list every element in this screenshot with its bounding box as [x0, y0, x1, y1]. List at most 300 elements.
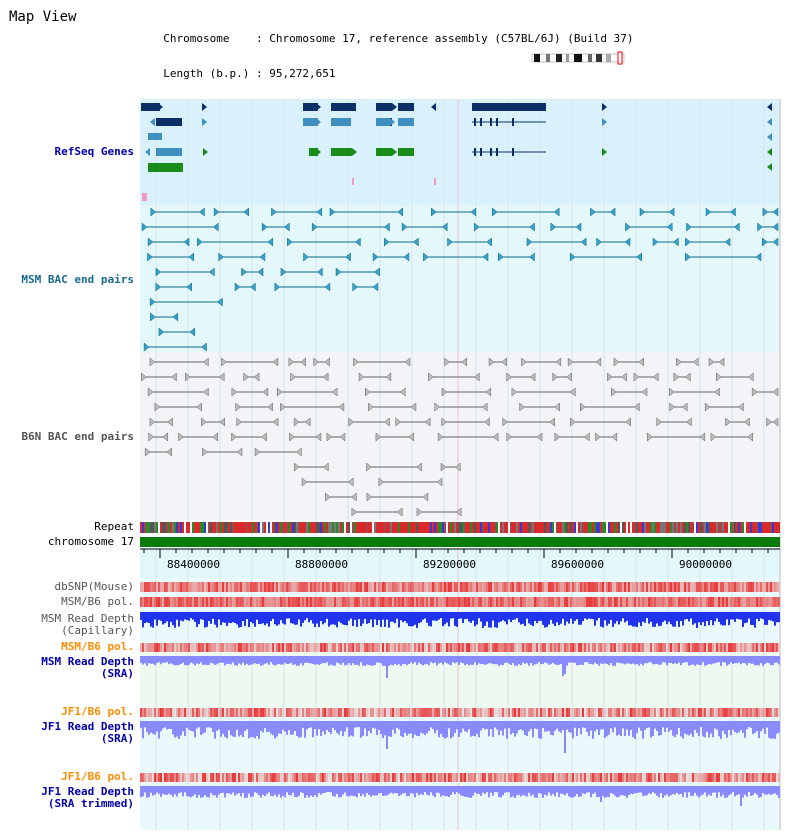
polymorphism-cell: [142, 643, 144, 652]
read-depth-bar: [198, 786, 200, 795]
track-label-msm-bac[interactable]: MSM BAC end pairs: [21, 273, 134, 286]
read-depth-bar: [756, 786, 758, 795]
polymorphism-cell: [386, 597, 388, 607]
polymorphism-cell: [374, 773, 376, 782]
polymorphism-cell: [730, 708, 732, 717]
polymorphism-cell: [410, 643, 412, 652]
polymorphism-cell: [576, 597, 578, 607]
read-depth-bar: [644, 721, 646, 730]
polymorphism-cell: [764, 773, 766, 782]
read-depth-bar: [232, 656, 234, 662]
read-depth-bar: [344, 786, 346, 793]
read-depth-bar: [390, 786, 392, 793]
repeat-element: [606, 522, 608, 533]
read-depth-bar: [722, 721, 724, 731]
read-depth-bar: [600, 612, 602, 627]
read-depth-bar: [240, 786, 242, 796]
polymorphism-cell: [748, 773, 750, 782]
read-depth-bar: [250, 721, 252, 737]
read-depth-bar: [268, 721, 270, 732]
polymorphism-cell: [432, 643, 434, 652]
polymorphism-cell: [382, 597, 384, 607]
polymorphism-cell: [290, 597, 292, 607]
repeat-element: [550, 522, 552, 533]
read-depth-bar: [198, 612, 200, 624]
polymorphism-cell: [692, 773, 694, 782]
read-depth-bar: [174, 786, 176, 794]
polymorphism-cell: [570, 597, 572, 607]
read-depth-bar: [456, 612, 458, 627]
polymorphism-cell: [534, 643, 536, 652]
read-depth-bar: [302, 721, 304, 728]
polymorphism-cell: [220, 582, 222, 592]
gene-exon: [480, 148, 482, 156]
track-label-repeat[interactable]: Repeat: [94, 520, 134, 533]
polymorphism-cell: [322, 582, 324, 592]
read-depth-bar: [684, 786, 686, 792]
polymorphism-cell: [218, 597, 220, 607]
polymorphism-cell: [284, 582, 286, 592]
polymorphism-cell: [644, 773, 646, 782]
polymorphism-cell: [578, 708, 580, 717]
read-depth-bar: [638, 721, 640, 728]
read-depth-bar: [766, 656, 768, 663]
polymorphism-cell: [598, 643, 600, 652]
read-depth-bar: [312, 786, 314, 797]
chromosome-bar[interactable]: [140, 537, 780, 547]
read-depth-bar: [544, 612, 546, 628]
polymorphism-cell: [690, 708, 692, 717]
polymorphism-cell: [674, 597, 676, 607]
read-depth-bar: [700, 612, 702, 625]
track-label-jf1-b6-pol-2[interactable]: JF1/B6 pol.: [61, 770, 134, 783]
polymorphism-cell: [490, 708, 492, 717]
read-depth-bar: [426, 721, 428, 733]
polymorphism-cell: [144, 773, 146, 782]
polymorphism-cell: [756, 708, 758, 717]
read-depth-bar: [166, 612, 168, 621]
repeat-element: [460, 522, 462, 533]
polymorphism-cell: [634, 643, 636, 652]
read-depth-bar: [246, 612, 248, 619]
polymorphism-cell: [234, 708, 236, 717]
polymorphism-cell: [262, 708, 264, 717]
read-depth-bar: [614, 786, 616, 796]
read-depth-bar: [458, 656, 460, 665]
read-depth-bar: [326, 656, 328, 662]
polymorphism-cell: [580, 708, 582, 717]
repeat-element: [570, 522, 572, 533]
repeat-element: [608, 522, 610, 533]
polymorphism-cell: [580, 582, 582, 592]
polymorphism-cell: [574, 597, 576, 607]
polymorphism-cell: [512, 708, 514, 717]
repeat-element: [712, 522, 714, 533]
polymorphism-cell: [312, 597, 314, 607]
read-depth-bar: [242, 656, 244, 663]
polymorphism-cell: [368, 582, 370, 592]
track-label-refseq[interactable]: RefSeq Genes: [54, 145, 134, 158]
read-depth-bar: [384, 786, 386, 796]
read-depth-bar: [654, 786, 656, 794]
repeat-element: [208, 522, 210, 533]
read-depth-bar: [742, 612, 744, 627]
read-depth-bar: [648, 786, 650, 793]
polymorphism-cell: [694, 597, 696, 607]
polymorphism-cell: [754, 582, 756, 592]
repeat-element: [506, 522, 508, 533]
polymorphism-cell: [214, 643, 216, 652]
repeat-element: [624, 522, 626, 533]
polymorphism-cell: [684, 643, 686, 652]
read-depth-bar: [434, 656, 436, 663]
read-depth-bar: [642, 656, 644, 665]
polymorphism-cell: [510, 708, 512, 717]
polymorphism-cell: [648, 773, 650, 782]
read-depth-bar: [344, 612, 346, 625]
polymorphism-cell: [550, 773, 552, 782]
repeat-element: [714, 522, 716, 533]
repeat-element: [426, 522, 428, 533]
polymorphism-cell: [378, 773, 380, 782]
polymorphism-cell: [770, 597, 772, 607]
polymorphism-cell: [310, 708, 312, 717]
track-label-jf1-b6-pol[interactable]: JF1/B6 pol.: [61, 705, 134, 718]
read-depth-bar: [676, 786, 678, 793]
polymorphism-cell: [162, 773, 164, 782]
read-depth-bar: [276, 786, 278, 797]
read-depth-bar: [750, 786, 752, 796]
polymorphism-cell: [156, 773, 158, 782]
repeat-element: [440, 522, 442, 533]
read-depth-bar: [402, 656, 404, 664]
read-depth-bar: [730, 721, 732, 735]
read-depth-bar: [414, 786, 416, 797]
read-depth-bar: [176, 656, 178, 665]
polymorphism-cell: [754, 708, 756, 717]
read-depth-bar: [732, 721, 734, 730]
repeat-element: [228, 522, 230, 533]
polymorphism-cell: [250, 597, 252, 607]
polymorphism-cell: [228, 597, 230, 607]
polymorphism-cell: [512, 582, 514, 592]
read-depth-bar: [578, 721, 580, 728]
polymorphism-cell: [142, 773, 144, 782]
polymorphism-cell: [490, 643, 492, 652]
read-depth-bar: [176, 786, 178, 796]
polymorphism-cell: [734, 708, 736, 717]
read-depth-bar: [624, 612, 626, 623]
polymorphism-cell: [630, 643, 632, 652]
polymorphism-cell: [564, 773, 566, 782]
read-depth-bar: [548, 656, 550, 665]
polymorphism-cell: [700, 643, 702, 652]
read-depth-bar: [736, 721, 738, 733]
polymorphism-cell: [302, 773, 304, 782]
polymorphism-cell: [154, 582, 156, 592]
read-depth-bar: [494, 656, 496, 664]
polymorphism-cell: [468, 773, 470, 782]
gene-exon: [156, 118, 182, 126]
read-depth-bar: [640, 786, 642, 793]
polymorphism-cell: [330, 597, 332, 607]
polymorphism-cell: [658, 773, 660, 782]
polymorphism-cell: [276, 773, 278, 782]
read-depth-bar: [564, 721, 566, 753]
read-depth-bar: [366, 656, 368, 664]
polymorphism-cell: [506, 708, 508, 717]
polymorphism-cell: [602, 773, 604, 782]
polymorphism-cell: [396, 643, 398, 652]
read-depth-bar: [688, 721, 690, 735]
polymorphism-cell: [510, 643, 512, 652]
polymorphism-cell: [636, 643, 638, 652]
read-depth-bar: [514, 721, 516, 737]
read-depth-bar: [300, 721, 302, 737]
read-depth-bar: [536, 612, 538, 623]
repeat-element: [476, 522, 478, 533]
read-depth-bar: [556, 612, 558, 622]
polymorphism-cell: [524, 643, 526, 652]
gene-exon: [496, 148, 498, 156]
read-depth-bar: [538, 656, 540, 662]
polymorphism-cell: [726, 708, 728, 717]
repeat-element: [366, 522, 368, 533]
polymorphism-cell: [774, 597, 776, 607]
repeat-element: [342, 522, 344, 533]
read-depth-bar: [582, 786, 584, 793]
track-label-b6n-bac[interactable]: B6N BAC end pairs: [21, 430, 134, 443]
read-depth-bar: [700, 786, 702, 796]
polymorphism-cell: [308, 773, 310, 782]
polymorphism-cell: [178, 582, 180, 592]
read-depth-bar: [270, 656, 272, 662]
read-depth-bar: [490, 612, 492, 628]
read-depth-bar: [374, 786, 376, 796]
polymorphism-cell: [726, 597, 728, 607]
read-depth-bar: [248, 656, 250, 665]
polymorphism-cell: [298, 582, 300, 592]
polymorphism-cell: [532, 597, 534, 607]
polymorphism-cell: [146, 773, 148, 782]
polymorphism-cell: [624, 708, 626, 717]
polymorphism-cell: [608, 643, 610, 652]
polymorphism-cell: [454, 597, 456, 607]
read-depth-bar: [704, 656, 706, 666]
read-depth-bar: [274, 721, 276, 738]
read-depth-bar: [572, 786, 574, 798]
ideogram-band: [534, 54, 540, 62]
read-depth-bar: [610, 786, 612, 793]
polymorphism-cell: [230, 773, 232, 782]
read-depth-bar: [330, 786, 332, 792]
polymorphism-cell: [242, 773, 244, 782]
polymorphism-cell: [476, 643, 478, 652]
read-depth-bar: [246, 786, 248, 798]
polymorphism-cell: [420, 708, 422, 717]
read-depth-bar: [312, 656, 314, 664]
polymorphism-cell: [652, 597, 654, 607]
polymorphism-cell: [514, 597, 516, 607]
polymorphism-cell: [482, 582, 484, 592]
gene-exon: [148, 133, 162, 140]
polymorphism-cell: [172, 582, 174, 592]
read-depth-bar: [310, 721, 312, 727]
read-depth-bar: [610, 656, 612, 663]
read-depth-bar: [422, 786, 424, 795]
read-depth-bar: [580, 656, 582, 665]
repeat-track[interactable]: [140, 522, 780, 533]
read-depth-bar: [352, 612, 354, 626]
polymorphism-cell: [376, 597, 378, 607]
read-depth-bar: [236, 786, 238, 794]
read-depth-bar: [452, 612, 454, 618]
polymorphism-cell: [600, 773, 602, 782]
read-depth-bar: [690, 656, 692, 665]
read-depth-bar: [388, 786, 390, 794]
polymorphism-cell: [290, 643, 292, 652]
repeat-element: [406, 522, 408, 533]
read-depth-bar: [394, 721, 396, 734]
polymorphism-cell: [716, 643, 718, 652]
repeat-element: [262, 522, 264, 533]
read-depth-bar: [742, 786, 744, 798]
read-depth-bar: [576, 656, 578, 665]
read-depth-bar: [718, 786, 720, 792]
polymorphism-cell: [422, 643, 424, 652]
polymorphism-cell: [164, 773, 166, 782]
polymorphism-cell: [258, 582, 260, 592]
polymorphism-cell: [456, 643, 458, 652]
read-depth-bar: [188, 656, 190, 665]
read-depth-bar: [260, 612, 262, 624]
read-depth-bar: [188, 612, 190, 621]
read-depth-bar: [336, 656, 338, 663]
read-depth-bar: [194, 612, 196, 622]
polymorphism-cell: [504, 773, 506, 782]
read-depth-bar: [338, 612, 340, 622]
read-depth-bar: [492, 786, 494, 796]
track-label-msm-b6-pol[interactable]: MSM/B6 pol.: [61, 595, 134, 608]
read-depth-bar: [734, 612, 736, 622]
polymorphism-cell: [498, 773, 500, 782]
polymorphism-cell: [438, 773, 440, 782]
read-depth-bar: [300, 786, 302, 792]
read-depth-bar: [778, 656, 780, 664]
polymorphism-cell: [540, 582, 542, 592]
polymorphism-cell: [328, 708, 330, 717]
polymorphism-cell: [288, 773, 290, 782]
read-depth-bar: [506, 656, 508, 662]
read-depth-bar: [722, 786, 724, 795]
polymorphism-cell: [260, 597, 262, 607]
polymorphism-cell: [676, 582, 678, 592]
read-depth-bar: [692, 612, 694, 625]
repeat-element: [746, 522, 748, 533]
polymorphism-cell: [486, 773, 488, 782]
polymorphism-cell: [760, 643, 762, 652]
polymorphism-cell: [428, 773, 430, 782]
repeat-element: [170, 522, 172, 533]
read-depth-bar: [770, 786, 772, 795]
polymorphism-cell: [144, 708, 146, 717]
read-depth-bar: [690, 721, 692, 734]
polymorphism-cell: [644, 643, 646, 652]
read-depth-bar: [236, 721, 238, 730]
read-depth-bar: [736, 786, 738, 795]
read-depth-bar: [256, 612, 258, 620]
polymorphism-cell: [336, 708, 338, 717]
read-depth-bar: [186, 612, 188, 620]
polymorphism-cell: [404, 582, 406, 592]
read-depth-bar: [724, 612, 726, 625]
polymorphism-cell: [330, 643, 332, 652]
read-depth-bar: [560, 786, 562, 794]
read-depth-bar: [510, 786, 512, 797]
polymorphism-cell: [340, 773, 342, 782]
read-depth-bar: [756, 721, 758, 731]
polymorphism-cell: [408, 597, 410, 607]
polymorphism-cell: [256, 773, 258, 782]
repeat-element: [466, 522, 468, 533]
polymorphism-cell: [346, 597, 348, 607]
track-label-msm-b6-pol-2[interactable]: MSM/B6 pol.: [61, 640, 134, 653]
read-depth-bar: [318, 656, 320, 665]
read-depth-bar: [346, 786, 348, 796]
polymorphism-cell: [442, 643, 444, 652]
read-depth-bar: [774, 656, 776, 663]
read-depth-bar: [282, 786, 284, 796]
polymorphism-cell: [562, 597, 564, 607]
polymorphism-cell: [336, 643, 338, 652]
polymorphism-cell: [658, 597, 660, 607]
polymorphism-cell: [162, 597, 164, 607]
polymorphism-cell: [522, 597, 524, 607]
polymorphism-cell: [224, 597, 226, 607]
polymorphism-cell: [556, 773, 558, 782]
read-depth-bar: [312, 721, 314, 737]
polymorphism-cell: [504, 597, 506, 607]
read-depth-bar: [668, 656, 670, 663]
polymorphism-cell: [456, 773, 458, 782]
polymorphism-cell: [542, 597, 544, 607]
read-depth-bar: [418, 612, 420, 623]
polymorphism-cell: [338, 773, 340, 782]
read-depth-bar: [778, 612, 780, 622]
polymorphism-cell: [680, 597, 682, 607]
read-depth-bar: [154, 721, 156, 735]
repeat-element: [200, 522, 202, 533]
polymorphism-cell: [332, 773, 334, 782]
read-depth-bar: [576, 786, 578, 794]
polymorphism-cell: [256, 643, 258, 652]
read-depth-bar: [348, 786, 350, 797]
repeat-element: [584, 522, 586, 533]
read-depth-bar: [614, 656, 616, 666]
chromosome-ideogram[interactable]: [532, 52, 624, 64]
read-depth-bar: [448, 786, 450, 797]
read-depth-bar: [372, 656, 374, 665]
polymorphism-cell: [390, 643, 392, 652]
read-depth-bar: [588, 612, 590, 619]
read-depth-bar: [584, 656, 586, 662]
polymorphism-cell: [186, 582, 188, 592]
read-depth-bar: [552, 721, 554, 735]
track-label-dbsnp[interactable]: dbSNP(Mouse): [54, 580, 134, 593]
repeat-element: [192, 522, 194, 533]
polymorphism-cell: [522, 643, 524, 652]
read-depth-bar: [390, 612, 392, 622]
